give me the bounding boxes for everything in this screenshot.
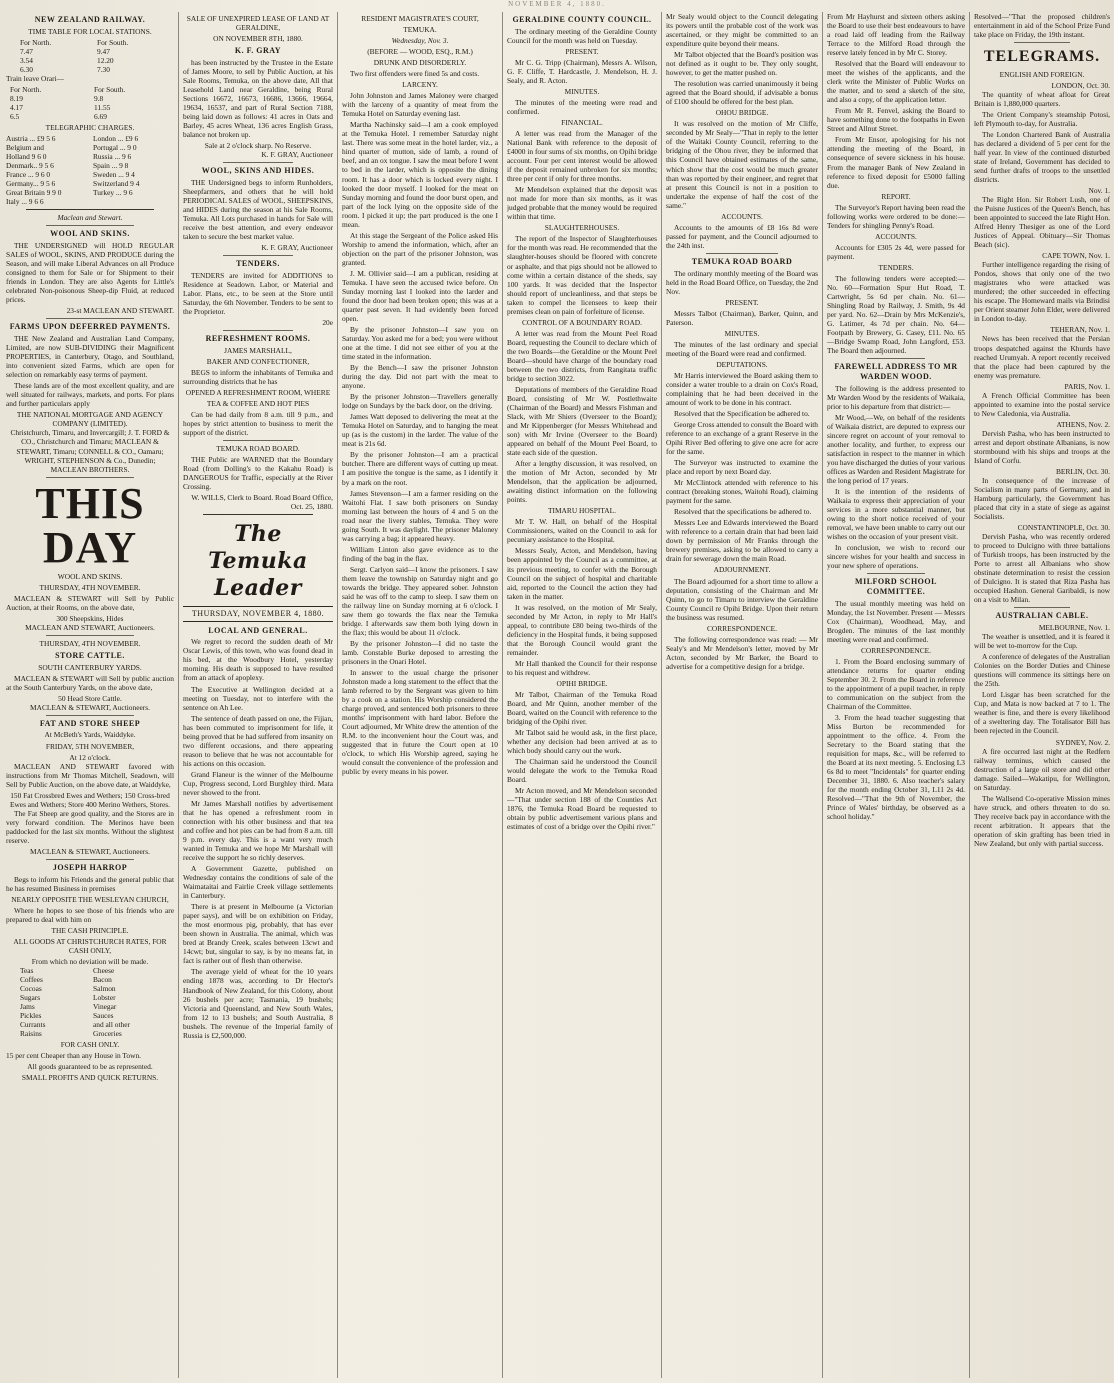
- north-times: For North. 7.47 3.54 6.30: [20, 37, 52, 74]
- column-telegrams: Resolved—"That the proposed children's entertainment in aid of the School Prize Fund take place on Friday, the 19th instant. TELEGRAMS. ENGLISH AND FOREIGN. LONDON, Oct. 30. The quantity of wheat afloat for Great Britain is 1,880,000 quarters. The Orient Company's steamship Potosi, left Plymouth to-day, for Australia. The London Chartered Bank of Australia has declared a dividend of 5 per cent for the half year. In view of the continued disturbed state of Ireland, Government has decided to send further drafts of troops to the unsettled districts. Nov. 1. The Right Hon. Sir Robert Lush, one of the Puisne Justices of the Queen's Bench, has been appointed to succeed the late Right Hon. Alfred Henry Thesiger as one of the Lord Justices of Appeal. Obituary—Sir Thomas Beach (sic). CAPE TOWN, Nov. 1. Further intelligence regarding the rising of Pondos, shows that only one of the two magistrates who were attacked was murdered; the other succeeded in effecting his escape. The Homeward mails via Brindisi per Orient steamer John Elder, were delivered in London to-day. TEHERAN, Nov. 1. News has been received that the Persian troops despatched against the Khurds have reached Urumyah. A report recently received that the place had been captured by the enemy was premature. PARIS, Nov. 1. A French Official Committee has been appointed to examine into the postal service to New Caledonia, via Australia. ATHENS, Nov. 2. Dervish Pasha, who has been instructed to arrest and deport obstinate Albanians, is now stormbound with his ships and troops at the Island of Corfu. BERLIN, Oct. 30. In consequence of the increase of Socialism in many parts of Germany, and in Hamburg particularly, the Government has placed that city in a state of siege as against Socialists. CONSTANTINOPLE, Oct. 30. Dervish Pasha, who was recently ordered to proceed to Dulcigno with three battalions of Turkish troops, has been instructed by the Porte to arrest all Albanians who show obstinate determination to resist the cession of Dulcigno. It is stated that Riza Pasha has occupied Hashon. General Garibaldi, is now on a visit to Milan. AUSTRALIAN CABLE. MELBOURNE, Nov. 1. The weather is unsettled, and it is feared it will be wet to-morrow for the Cup. A conference of delegates of the Australian Colonies on the Border Duties and Chinese questions will commence its sittings here on the 25th. Lord Lisgar has been scratched for the Cup, and Mata is now backed at 7 to 1. The weather is fine, and there is every likelihood of a sweltering day. The Totalisator Bill has been rejected in the Council. SYDNEY, Nov. 2. A fire occurred last night at the Redfern railway terminus, which caused the destruction of a large oil store and did other damage. Sailed—Wakatipu, for Wellington, on Saturday. The Wallsend Co-operative Mission mines have struck, and others threaten to do so. They receive back pay in accordance with the recent arbitration. It appears that the operation of skin grafting has been tried in New Zealand, but only with partial success.: [974, 12, 1110, 848]
- column-magistrates-court: RESIDENT MAGISTRATE'S COURT, TEMUKA. Wednesday, Nov. 3. (BEFORE — WOOD, ESQ., R.M.) DRUNK AND DISORDERLY. Two first offenders were fined 5s and costs. LARCENY. John Johnston and James Maloney were charged with the larceny of a quantity of meat from the Temuka Hotel on Saturday evening last. Martha Nachinsky said—I am a cook employed at the Temuka Hotel. I remember Saturday night last. There was some meat in the hotel larder, viz., a hind quarter of mutton, side of lamb, a round of beef, and an ox tongue. I saw the meat before I went to bed in the larder, which is opposite the dining room. It has a door which is locked every night. I looked the door myself. I looked for the meat on Sunday morning and found the door burst open, and part of the lock lying on the opposite side of the room. I picked it up; the part produced is the one I mean. At this stage the Sergeant of the Police asked His Worship to amend the information, which, after an objection on the part of the prisoner Johnston, was granted. J. M. Ollivier said—I am a publican, residing at Temuka. I have seen the accused twice before. On Sunday morning last I looked into the larder and found the door had been broken open; this was at a quarter past seven. It had evidently been forced open. By the prisoner Johnston—I saw you on Saturday. You asked me for a bed; you were without one at the time. I did not see either of you at the time stated in the information. By the Bench—I saw the prisoner Johnston during the day. Did not part with the meat to anyone. By the prisoner Johnston—Travellers generally lodge on Sundays by the back door, on the driving. James Watt deposed to delivering the meat at the Temuka Hotel on Saturday, and to hanging the meat up (as is the custom) in the larder. The value of the meat is 21s 6d. By the prisoner Johnston—I am a practical butcher. There are different ways of cutting up meat. I am positive the tongue is the same, as I identify it by a mark on the root. James Stevenson—I am a farmer residing on the Waitohi Flat. I saw both prisoners on Sunday morning last between the hours of 4 and 5 on the road near the livery stables, Temuka. They were going South. It was daylight. The prisoner Maloney was carrying a bag; it appeared heavy. William Linton also gave evidence as to the finding of the bag in the flax. Sergt. Carlyon said—I know the prisoners. I saw them leave the township on Saturday night and go towards the bridge. They appeared sober. Johnston said he was off to the camp to sleep. I saw them on the railway line on Sunday morning at 6 o'clock. I saw them go towards the flax near the Temuka bridge. I afterwards saw them both lying down in the flax; this would be about 11 o'clock. By the prisoner Johnston—I did no taste the lamb. Constable Burke deposed to arresting the prisoners in the Onari Hotel. In answer to the usual charge the prisoner Johnston made a long statement to the effect that the lamb referred to by the Sergeant was given to him by a cook on a station. His Worship considered the charge proved, and sentenced both prisoners to three months' imprisonment with hard labor. Before the Court adjourned, Mr White drew the attention of the R.M. to the inconvenient hour the Court was, and suggested that in future the Court open at 10 o'clock, to which His Worship agreed, saying he would consult the convenience of the profession and public by every means in his power.: [342, 14, 498, 777]
- train-times: [6, 38, 174, 74]
- nz-railway-heading: NEW ZEALAND RAILWAY.: [34, 15, 146, 24]
- column-road-board-farewell: From Mr Hayhurst and sixteen others asking the Board to use their best endeavours to have a road laid off leading from the Railway Terrace to the Milford Road through the reserve lately fenced in by Mr C. Storey. Resolved that the Board will endeavour to meet the wishes of the applicants, and the clerk write the Minister of Public Works on the matter, and to send a sketch of the site, and also a copy, of the application letter. From Mr R. Fenvel, asking the Board to have something done to the footpaths in Ewen Street and Allnut Street. From Mr Ensor, apologising for his not attending the meeting of the Board, in consequence of severe sickness in his house. From the manager Bank of New Zealand in reference to fixed deposit for £5000 falling due. REPORT. The Surveyor's Report having been read the following works were ordered to be done:— Tenders for shingling Penny's Road. ACCOUNTS. Accounts for £305 2s 4d, were passed for payment. TENDERS. The following tenders were accepted:— No. 60—Formation Spur Hut Road, T. Cartwright, 5s 6d per chain. No. 61—Shingling Road by Railway, J. Smith, 9s 4d per yard. No. 62—Drain by Mrs McKenzie's, G. Latimer, 4s 7d per chain. No. 64—Footpath by Brewery, G. Casey, £11. No. 65—Bridge Swamp Road, John Langford, £53. The Board then adjourned. FAREWELL ADDRESS TO MR WARDEN WOOD. The following is the address presented to Mr Warden Wood by the residents of Waikaia, prior to his departure from that district:— Mr Wood,—We, on behalf of the residents of Waikaia district, are deputed to express our sincere regret on account of your removal to another locality, and further, to express our satisfaction in respect to the manner in which you have discharged the duties of your various offices as Warden and Resident Magistrate for the long period of 17 years. It is the intention of the residents of Waikaia to express their appreciation of your services in a more substantial manner, but owing to the short notice received of your removal, we have been unable to carry out our wishes on the occasion of your present visit. In conclusion, we wish to record our sincere wishes for your health and success in your new sphere of operations. MILFORD SCHOOL COMMITTEE. The usual monthly meeting was held on Monday, the 1st November. Present — Messrs Cox (Chairman), Woodhead, May, and Brogden. The minutes of the last monthly meeting were read and confirmed. CORRESPONDENCE. 1. From the Board enclosing summary of attendance returns for quarter ending September 30. 2. From the Board in reference to the appointment of a pupil teacher, in reply to communication on the subject from the Chairman of the Committee. 3. From the head teacher suggesting that Miss Burton be recommended for appointment to the office. 4. From the Secretary to the Board stating that the requisition for maps, &c., will be referred to the Board at its next meeting. 5. Enclosing L3 6s 8d to meet "Incidentals" for quarter ending December 31, 1880. 6. Also teacher's salary for the month ending October 31, L11 2s 4d. Resolved—"That the 9th of November, the Prince of Wales' birthday, be observed as a school holiday.": [827, 12, 965, 822]
- column-advertisements-1: NEW ZEALAND RAILWAY. TIME TABLE FOR LOCAL STATIONS. For North. 7.47 3.54 6.30 For South. 9.47 12.20 7.30 Train leave Orari— For North. 8.19 4.17 6.5 For South. 9.8 11.55 6.69 TELEGRAPHIC CHARGES. Austria ... £9 5 6 Belgium and Holland 9 6 0 Denmark.. 9 5 6 France ... 9 6 0 Germany... 9 5 6 Great Britain 9 9 0 Italy ... 9 6 6 London ... £9 6 Portugal ... 9 0 Russia ... 9 6 Spain ... 9 8 Sweden ... 9 4 Switzerland 9 4 Turkey ... 9 6 Maclean and Stewart. WOOL AND SKINS. THE UNDERSIGNED will HOLD REGULAR SALES of WOOL, SKINS, AND PRODUCE during the Season, and will make Liberal Advances on all Produce consigned to them for Sale or for Shipment to their friends in London. They are also Agents for Little's celebrated Non-poisonous Sheep-dip Fluid, at reduced prices. 23-st MACLEAN AND STEWART. FARMS UPON DEFERRED PAYMENTS. THE New Zealand and Australian Land Company, Limited, are now SUB-DIVIDING their Magnificent PROPERTIES, in Canterbury, Otago, and Southland, into convenient sized Farms, which are open for selection on remarkably easy terms of payment. These lands are of the most excellent quality, and are well situated for railways, markets, and ports. For plans and further particulars apply THE NATIONAL MORTGAGE AND AGENCY COMPANY (LIMITED). Christchurch, Timaru, and Invercargill; J. T. FORD & CO., Christchurch and Timaru; MACLEAN & STEWART, Timaru; CONNELL & CO., Oamaru; WRIGHT, STEPHENSON & Co., Dunedin; MACLEAN BROTHERS. THIS DAY WOOL AND SKINS. THURSDAY, 4TH NOVEMBER. MACLEAN & STEWART will Sell by Public Auction, at their Rooms, on the above date, 300 Sheepskins, Hides MACLEAN AND STEWART, Auctioneers. THURSDAY, 4TH NOVEMBER. STORE CATTLE. SOUTH CANTERBURY YARDS. MACLEAN & STEWART will Sell by public auction at the South Canterbury Yards, on the above date, 50 Head Store Cattle. MACLEAN & STEWART, Auctioneers. FAT AND STORE SHEEP At McBeth's Yards, Waiddyke. FRIDAY, 5TH NOVEMBER, At 12 o'clock. MACLEAN AND STEWART favored with instructions from Mr Thomas Mitchell, Seadown, will Sell by Public Auction, on the above date, at Waiddyke, 150 Fat Crossbred Ewes and Wethers; 150 Cross-bred Ewes and Wethers; Store 400 Merino Wethers, Stores. The Fat Sheep are good quality, and the Stores are in very forward condition. The Merinos have been paddocked for the last six months. Without the slightest reserve. MACLEAN & STEWART, Auctioneers. JOSEPH HARROP Begs to inform his Friends and the general public that he has resumed Business in premises NEARLY OPPOSITE THE WESLEYAN CHURCH, Where he hopes to see those of his friends who are prepared to deal with him on THE CASH PRINCIPLE. ALL GOODS AT CHRISTCHURCH RATES, FOR CASH ONLY, From which no deviation will be made. Teas Coffees Cocoas Sugars Jams Pickles Currants Raisins Cheese Bacon Salmon Lobster Vinegar Sauces and all other Groceries FOR CASH ONLY. 15 per cent Cheaper than any House in Town. All goods guaranteed to be as represented. SMALL PROFITS AND QUICK RETURNS.: [6, 15, 174, 1083]
- column-geraldine-council: GERALDINE COUNTY COUNCIL. The ordinary meeting of the Geraldine County Council for the month was held on Tuesday. PRESENT. Mr C. G. Tripp (Chairman), Messrs A. Wilson, G. F. Cliffe, T. Hardcastle, J. Mendelson, H. J. Sealy, and R. Acton. MINUTES. The minutes of the meeting were read and confirmed. FINANCIAL. A letter was read from the Manager of the National Bank with reference to the deposit of £4000 in four sums of six months, on Opihi bridge account. Four per cent interest would be allowed if the deposit remained unbroken for six months; three per cent if only for three months. Mr Mendelson explained that the deposit was not made for more than six months, as it was judged probable that the money would be required within that time. SLAUGHTERHOUSES. The report of the Inspector of Slaughterhouses for the month was read. He recommended that the slaughter-houses should be floored with concrete or asphalte, and that pigs should not be allowed to come within a certain distance of the sheds, say 100 yards. It was decided that the Inspector should report of uncleanliness, and that steps be taken to compel the licensees to keep their premises clean on pain of forfeiture of license. CONTROL OF A BOUNDARY ROAD. A letter was read from the Mount Peel Road Board, requesting the Council to declare which of the two Boards—the Geraldine or the Mount Peel Board—should have charge of the boundary road between the two districts, from Rangitata traffic bridge to section 3022. Deputations of members of the Geraldine Road Board, consisting of Mr W. Postlethwaite (Chairman of the Board) and Messrs Fishman and Slack, with Mr Shiers (Overseer to the Board); and Mr Kippenberger (for Messrs Whitehead and son) with Mr Irvine (Overseer to the Board) appeared on behalf of the Mount Peel Board, to state each side of the question. After a lengthy discussion, it was resolved, on the motion of Mr Acton, seconded by Mr Mendelson, that the application be adjourned, awaiting distinct information on the following points. TIMARU HOSPITAL. Mr T. W. Hall, on behalf of the Hospital Commissioners, waited on the Council to ask for pecuniary assistance to the Hospital. Messrs Sealy, Acton, and Mendelson, having been appointed by the Council as a committee, at its previous meeting, to confer with the Borough Council on the subject of hospital and charitable aid, reported to the Council the action they had taken in the matter. It was resolved, on the motion of Mr Sealy, seconded by Mr Acton, in reply to Mr Hall's appeal, to contribute £80 being two-thirds of the deficiency in the Hospital funds, it being supposed that the Borough Council would grant the remainder. Mr Hall thanked the Council for their response to his request and withdrew. OPIHI BRIDGE. Mr Talbot, Chairman of the Temuka Road Board, and Mr Quinn, another member of the Board, waited on the Council with reference to the bridging of the Opihi river. Mr Talbot said he would ask, in the first place, whether any decision had been arrived at as to which body should carry out the work. The Chairman said he understood the Council would delegate the work to the Temuka Road Board. Mr Acton moved, and Mr Mendelson seconded—"That under section 188 of the Counties Act 1876, the Temuka Road Board be requested to obtain by public advertisement various plans and estimates of cost of a bridge over the Opihi river.": [507, 15, 657, 832]
- grocery-list: Teas Coffees Cocoas Sugars Jams Pickles Currants Raisins Cheese Bacon Salmon Lobster Vinegar Sauces and all other Groceries: [20, 965, 130, 1039]
- this-day-heading: THIS DAY: [35, 478, 145, 572]
- orari-times: For North. 8.19 4.17 6.5 For South. 9.8 11.55 6.69: [10, 84, 126, 122]
- south-times: For South. 9.47 12.20 7.30: [97, 37, 129, 74]
- column-council-continued: Mr Sealy would object to the Council delegating its powers until the probable cost of the work was ascertained, or they might be committed to an expenditure quite beyond their means. Mr Talbot objected that the Board's position was not defined as it ought to be. They only sought, however, to get the matter pushed on. The resolution was carried unanimously it being agreed that the Board should, if advisable a bonus of £100 should be offered for the best plan. OHOU BRIDGE. It was resolved on the motion of Mr Cliffe, seconded by Mr Sealy—"That in reply to the letter of the Waitaki County Council, referring to the bridging of the Ohou river, they be informed that this Council have obtained estimates of the same, which show that the cost would be much greater than was reported by their engineer, and regret that at present this Council is not in a position to undertake the expense of half the cost of the same." ACCOUNTS. Accounts to the amounts of £8 16s 8d were passed for payment, and the Council adjourned to the 24th inst. TEMUKA ROAD BOARD The ordinary monthly meeting of the Board was held in the Road Board Office, on Tuesday, the 2nd Nov. PRESENT. Messrs Talbot (Chairman), Barker, Quinn, and Paterson. MINUTES. The minutes of the last ordinary and special meeting of the Board were read and confirmed. DEPUTATIONS. Mr Harris interviewed the Board asking them to consider a water trouble to a drain on Cox's Road, complaining that he had been deceived in the amount of work to be done in his contract. Resolved that the Specification be adhered to. George Cross attended to consult the Board with reference to an exchange of a grant Reserve in the Opihi River Bed offering to give one acre for acre for the same. The Surveyor was instructed to examine the place and report by next Board day. Mr McClintock attended with reference to his contract (breaking stones, Waitohi Road), claiming payment for the same. Resolved that the specifications be adhered to. Messrs Lee and Edwards interviewed the Board with reference to a certain drain that had been laid down by permission of Mr Franks through the brewery premises, asking to be allowed to carry a drain for sewerage down the main Road. ADJOURNMENT. The Board adjourned for a short time to allow a deputation, consisting of the Chairman and Mr Quinn, to go to Timaru to interview the Geraldine County Council re Opihi Bridge. Upon their return the business was resumed. CORRESPONDENCE. The following correspondence was read: — Mr Sealy's and Mr Mendelson's letter, moved by Mr Acton, seconded by Mr Barker, the Board to advertise for a competitive design for a bridge.: [666, 12, 818, 671]
- issue-date: THURSDAY, NOVEMBER 4, 1880.: [183, 606, 333, 622]
- telegraphic-charges-table: Austria ... £9 5 6 Belgium and Holland 9 6 0 Denmark.. 9 5 6 France ... 9 6 0 Germany... 9 5 6 Great Britain 9 9 0 Italy ... 9 6 6 London ... £9 6 Portugal ... 9 0 Russia ... 9 6 Spain ... 9 8 Sweden ... 9 4 Switzerland 9 4 Turkey ... 9 6: [6, 134, 140, 207]
- page-top-strip: NOVEMBER 4, 1880.: [508, 0, 606, 8]
- telegrams-heading: TELEGRAMS.: [983, 48, 1101, 66]
- masthead-temuka-leader: The Temuka Leader: [208, 521, 308, 602]
- column-advertisements-2: SALE OF UNEXPIRED LEASE OF LAND AT GERALDINE, ON NOVEMBER 8TH, 1880. K. F. GRAY has been instructed by the Trustee in the Estate of James Moore, to sell by Public Auction, at his Sale Rooms, Temuka, on the above date, All that Leasehold Land near Geraldine, being Rural Sections 16672, 16673, 16686, 13666, 19664, 19634, 16537, and part of Rural Section 7188, being laid down as follows: 41 acres in Oats and Barley, 45 acres Wheat, 136 acres English Grass, balance not broken up. Sale at 2 o'clock sharp. No Reserve. K. F. GRAY, Auctioneer WOOL, SKINS AND HIDES. THE Undersigned begs to inform Runholders, Sheepfarmers, and others that he will hold PERIODICAL SALES of WOOL, SHEEPSKINS, and HIDES during the season at his Sale Rooms, Temuka. All Lots purchased in hands for Sale will receive the best attention, and every endeavor taken to secure the best market value. K. F. GRAY, Auctioneer TENDERS. TENDERS are invited for ADDITIONS to Residence at Seadown. Labor, or Material and Labor. Plans, etc., to be seen at the Store until Saturday, the 6th November. Tenders to be sent to the Proprietor. 20e REFRESHMENT ROOMS. JAMES MARSHALL, BAKER AND CONFECTIONER, BEGS to inform the inhabitants of Temuka and surrounding districts that he has OPENED A REFRESHMENT ROOM, WHERE TEA & COFFEE AND HOT PIES Can be had daily from 8 a.m. till 9 p.m., and hopes by strict attention to business to merit the support of the district. TEMUKA ROAD BOARD. THE Public are WARNED that the Boundary Road (from Dolling's to the Kakahu Road) is DANGEROUS for Traffic, especially at the River Crossing. W. WILLS, Clerk to Board. Road Board Office, Oct. 25, 1880. The Temuka Leader THURSDAY, NOVEMBER 4, 1880. LOCAL AND GENERAL. We regret to record the sudden death of Mr Oscar Lewis, of this town, who was found dead in his bed, at the Woodbury Hotel, yesterday morning. His death is supposed to have resulted from an attack of apoplexy. The Executive at Wellington decided at a meeting on Tuesday, not to interfere with the sentence on Ah Lee. The sentence of death passed on one, the Fijian, has been commuted to imprisonment for life, it being proved that he had suffered from insanity on two different occasions, and there appearing reason to believe that he was not accountable for his actions on this occasion. Grand Flaneur is the winner of the Melbourne Cup, Progress second, Lord Burghley third. Mata never showed to the front. Mr James Marshall notifies by advertisement that he has opened a refreshment room in connection with his other business and that tea and coffee and hot pies can be had from 8 a.m. till 9 p.m. every day. This is a want very much wanted in Temuka and we hope Mr Marshall will receive the support he so richly deserves. A Government Gazette, published on Wednesday contains the conditions of sale of the Waimataitai and Fairlie Creek village settlements in Canterbury. There is at present in Melbourne (a Victorian paper says), and will be on exhibition on Friday, the most enormous pig, probably, that has ever been shown in Australia. The animal, which was bred at Brandy Creek, scales between 13cwt and 14cwt; but, singular to say, is by no means fat, in fact is rather out of flesh than otherwise. The average yield of wheat for the 10 years ending 1878 was, according to Dr Hector's Handbook of New Zealand, for this Colony, about 26 bushels per acre; Tasmania, 19 bushels; Victoria and Queensland, and New South Wales, from 12 to 13 bushels; and South Australia, 8 bushels. The revenue of the Imperial family of Russia is £2,500,000.: [183, 14, 333, 1040]
- time-table-heading: TIME TABLE FOR LOCAL STATIONS.: [28, 26, 152, 36]
- telegraphic-charges-heading: TELEGRAPHIC CHARGES.: [45, 123, 135, 133]
